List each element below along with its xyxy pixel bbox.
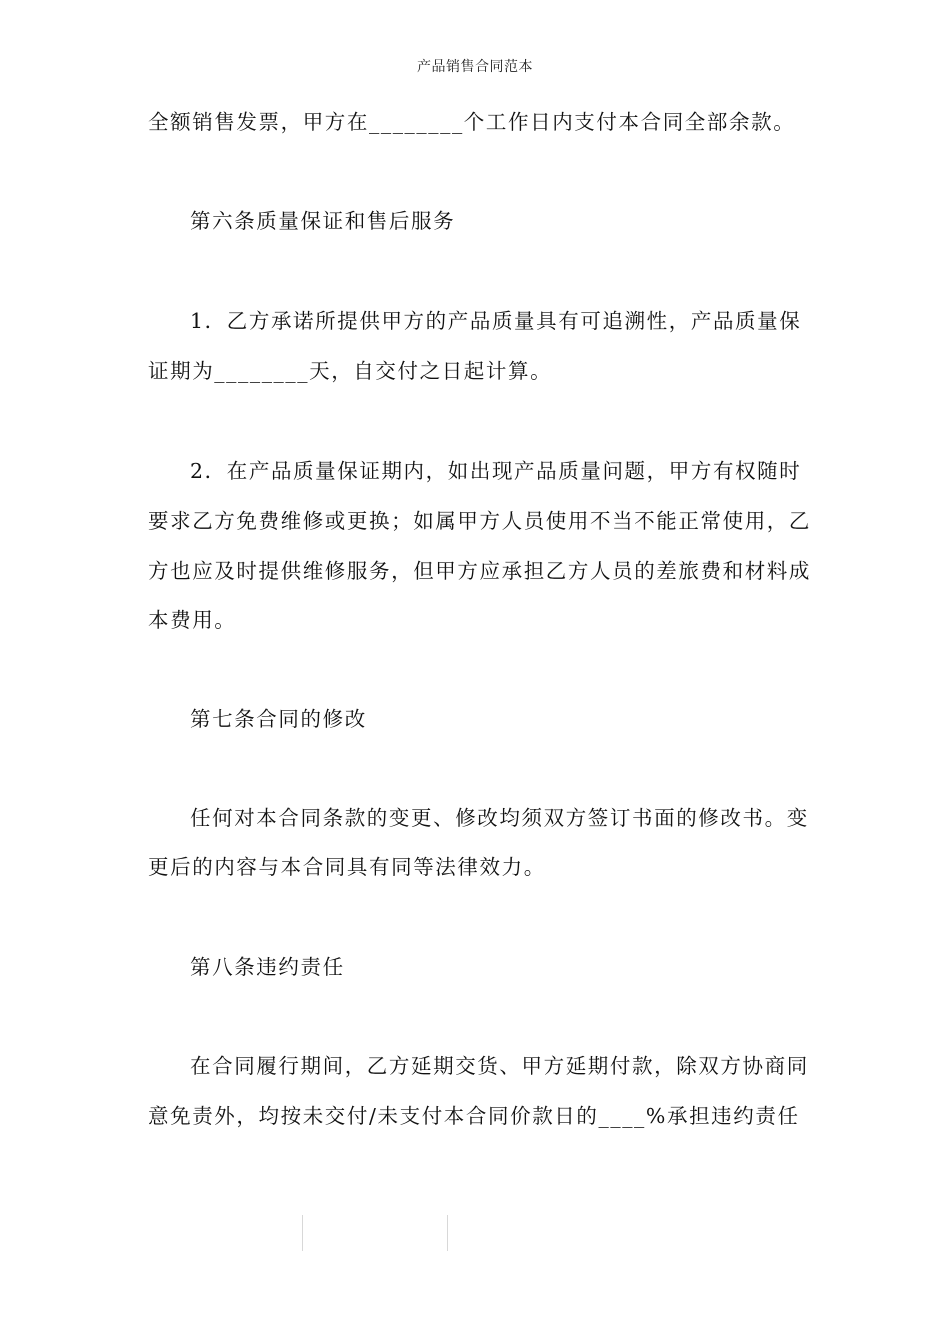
- page-header-title: 产品销售合同范本: [417, 59, 533, 75]
- section8-line-1: 在合同履行期间，乙方延期交货、甲方延期付款，除双方协商同: [190, 1054, 809, 1078]
- item2-line-3: 方也应及时提供维修服务，但甲方应承担乙方人员的差旅费和材料成: [148, 559, 811, 583]
- section7-line-1: 任何对本合同条款的变更、修改均须双方签订书面的修改书。变: [190, 806, 809, 830]
- section7-line-2: 更后的内容与本合同具有同等法律效力。: [148, 855, 546, 879]
- item2-line-2: 要求乙方免费维修或更换；如属甲方人员使用不当不能正常使用，乙: [148, 509, 811, 533]
- section7-heading: 第七条合同的修改: [190, 707, 367, 731]
- section8-line-2: 意免责外，均按未交付/未支付本合同价款日的____%承担违约责任: [148, 1104, 800, 1128]
- item2-line-1: 2．在产品质量保证期内，如出现产品质量问题，甲方有权随时: [190, 459, 802, 483]
- page-footer-box: [302, 1215, 448, 1251]
- section8-heading: 第八条违约责任: [190, 955, 345, 979]
- paragraph-payment-line: 全额销售发票，甲方在________个工作日内支付本合同全部余款。: [148, 110, 796, 134]
- item1-line-1: 1．乙方承诺所提供甲方的产品质量具有可追溯性，产品质量保: [190, 309, 802, 333]
- item1-line-2: 证期为________天，自交付之日起计算。: [148, 359, 553, 383]
- item2-line-4: 本费用。: [148, 608, 237, 632]
- section6-heading: 第六条质量保证和售后服务: [190, 209, 456, 233]
